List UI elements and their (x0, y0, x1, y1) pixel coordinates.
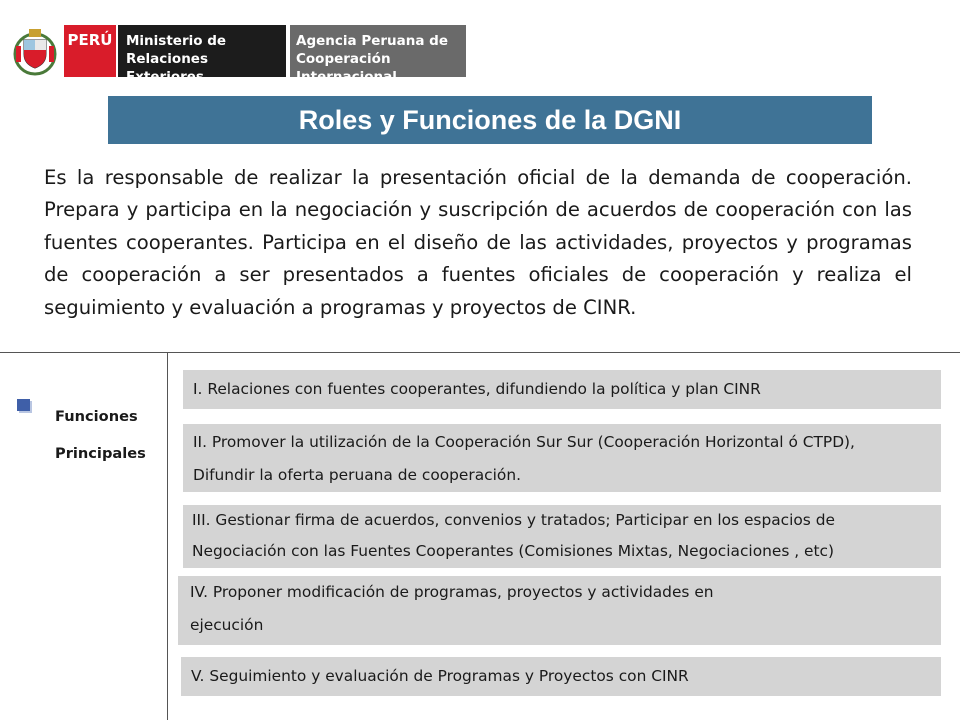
function-item-3 (183, 505, 941, 568)
function-item-3-line-2: Negociación con las Fuentes Cooperantes (Comisiones Mixtas, Negociaciones , etc) (192, 542, 835, 560)
function-item-2 (183, 424, 941, 492)
vertical-divider (167, 352, 168, 720)
functions-label-line-1: Funciones (55, 408, 138, 425)
peru-badge: PERÚ (64, 25, 116, 77)
function-item-5-line-1: V. Seguimiento y evaluación de Programas y Proyectos con CINR (191, 667, 689, 685)
function-item-3-line-1: III. Gestionar firma de acuerdos, convenios y tratados; Participar en los espacios de (192, 511, 835, 529)
functions-label (55, 398, 146, 472)
function-item-5 (181, 657, 941, 696)
header-logos (12, 22, 466, 85)
bullet-square-icon (17, 399, 30, 411)
agency-line-2: Cooperación Internacional (296, 51, 397, 85)
agency-line-1: Agencia Peruana de (296, 33, 448, 49)
ministry-line-2: Relaciones Exteriores (126, 51, 208, 85)
ministry-logo (118, 25, 286, 85)
functions-label-line-2: Principales (55, 445, 146, 462)
function-item-1 (183, 370, 941, 409)
function-item-4 (178, 576, 941, 645)
function-item-2-line-2: Difundir la oferta peruana de cooperación. (193, 466, 521, 484)
horizontal-divider (0, 352, 960, 353)
agency-logo (290, 25, 466, 85)
page-title: Roles y Funciones de la DGNI (108, 96, 872, 144)
function-item-4-line-2: ejecución (190, 616, 264, 634)
function-item-1-line-1: I. Relaciones con fuentes cooperantes, difundiendo la política y plan CINR (193, 380, 761, 398)
intro-paragraph: Es la responsable de realizar la presentación oficial de la demanda de cooperación. Prepara y participa en la negociación y suscripción de acuerdos de cooperación con las fuentes cooperantes. Participa en el diseño de las actividades, proyectos y programas de cooperación a ser presentados a fuentes oficiales de cooperación y realiza el seguimiento y evaluación a programas y proyectos de CINR. (44, 166, 912, 319)
coat-of-arms-icon (12, 24, 58, 78)
ministry-line-1: Ministerio de (126, 33, 227, 49)
function-item-2-line-1: II. Promover la utilización de la Cooperación Sur Sur (Cooperación Horizontal ó CTPD), (193, 433, 855, 451)
function-item-4-line-1: IV. Proponer modificación de programas, proyectos y actividades en (190, 583, 714, 601)
